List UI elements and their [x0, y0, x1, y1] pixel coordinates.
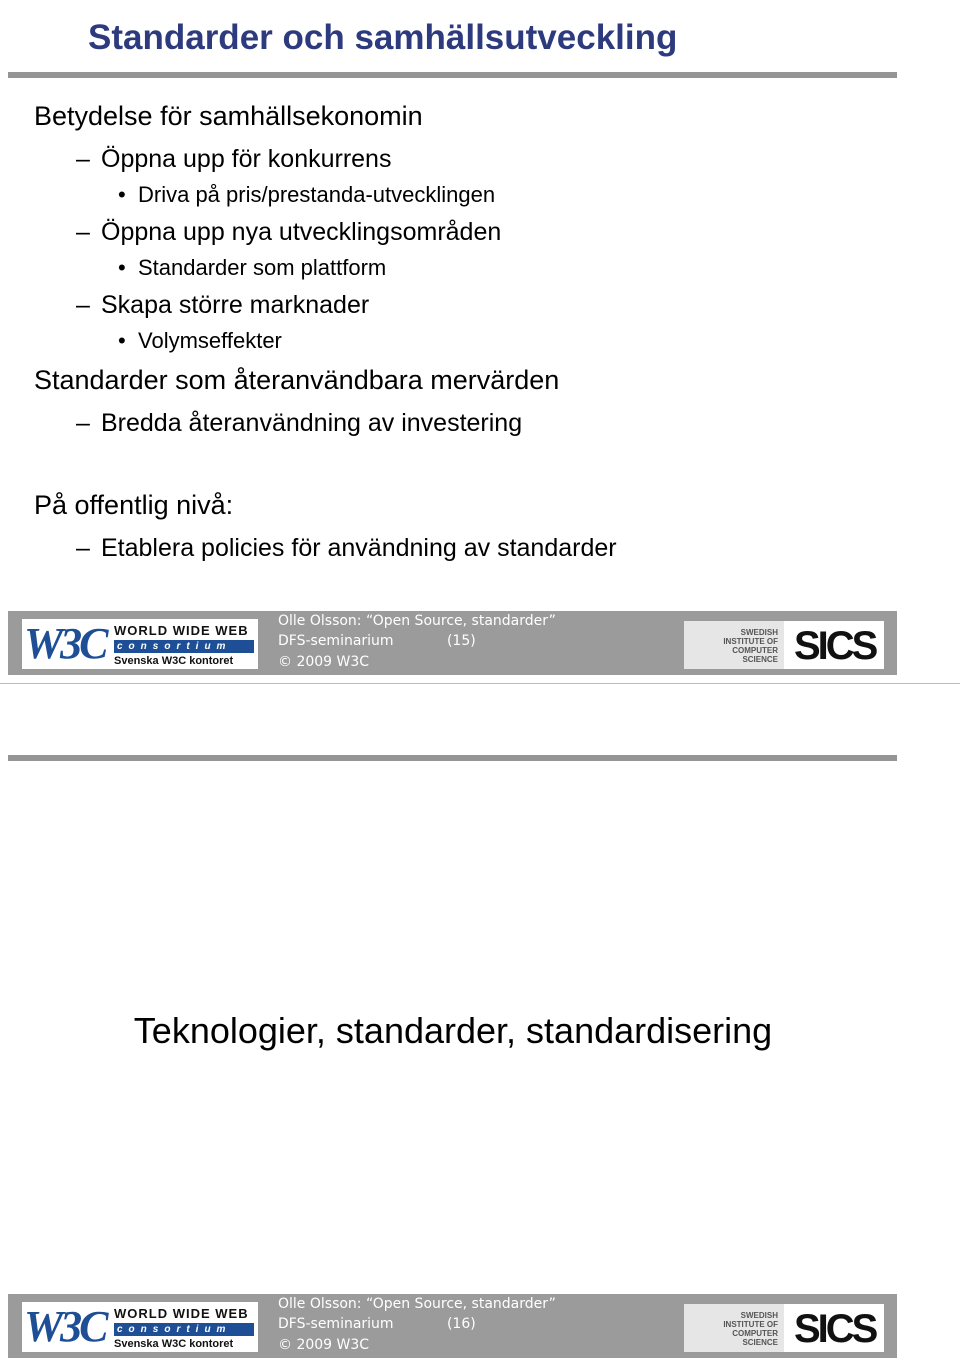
bullet-level2: – Bredda återanvändning av investering [76, 409, 523, 437]
w3c-consortium-text: consortium [114, 1323, 254, 1336]
w3c-mark: W3C [24, 1302, 106, 1351]
w3c-consortium-text: consortium [114, 640, 254, 653]
title-rule [8, 72, 897, 78]
sics-logo [684, 621, 884, 669]
footer-event-page: DFS-seminarium (15) [278, 633, 476, 649]
bullet-level1: Standarder som återanvändbara mervärden [34, 365, 560, 395]
footer-author: Olle Olsson: “Open Source, standarder” [278, 1296, 556, 1312]
bullet-level3: • Standarder som plattform [118, 255, 387, 280]
slide-title: Standarder och samhällsutveckling [88, 18, 678, 57]
sics-name-text: SWEDISH INSTITUTE OF COMPUTER SCIENCE [723, 628, 778, 664]
section-title: Teknologier, standarder, standardisering [133, 1010, 773, 1051]
sics-mark: SICS [784, 1304, 884, 1352]
w3c-www-text: WORLD WIDE WEB [114, 1306, 249, 1321]
bullet-level2: – Öppna upp nya utvecklingsområden [76, 218, 502, 246]
bullet-level2: – Skapa större marknader [76, 291, 370, 319]
bullet-level2: – Etablera policies för användning av standarder [76, 534, 617, 562]
footer-event-page: DFS-seminarium (16) [278, 1316, 476, 1332]
w3c-mark: W3C [24, 619, 106, 668]
slide-footer [8, 1294, 897, 1358]
w3c-www-text: WORLD WIDE WEB [114, 623, 249, 638]
bullet-level1: Betydelse för samhällsekonomin [34, 101, 423, 131]
sics-logo [684, 1304, 884, 1352]
slide-16 [0, 684, 960, 1367]
bullet-level1: På offentlig nivå: [34, 490, 234, 520]
sics-name-text: SWEDISH INSTITUTE OF COMPUTER SCIENCE [723, 1311, 778, 1347]
bullet-level2: – Öppna upp för konkurrens [76, 145, 392, 173]
w3c-office-text: Svenska W3C kontoret [114, 1338, 234, 1350]
bullet-level3: • Driva på pris/prestanda-utvecklingen [118, 182, 496, 207]
bullet-level3: • Volymseffekter [118, 328, 282, 353]
footer-author: Olle Olsson: “Open Source, standarder” [278, 613, 556, 629]
w3c-logo [22, 619, 258, 669]
w3c-logo [22, 1302, 258, 1352]
footer-copyright: © 2009 W3C [278, 654, 370, 670]
title-rule [8, 755, 897, 761]
footer-copyright: © 2009 W3C [278, 1337, 370, 1353]
sics-mark: SICS [784, 621, 884, 669]
slide-footer [8, 611, 897, 675]
w3c-office-text: Svenska W3C kontoret [114, 655, 234, 667]
